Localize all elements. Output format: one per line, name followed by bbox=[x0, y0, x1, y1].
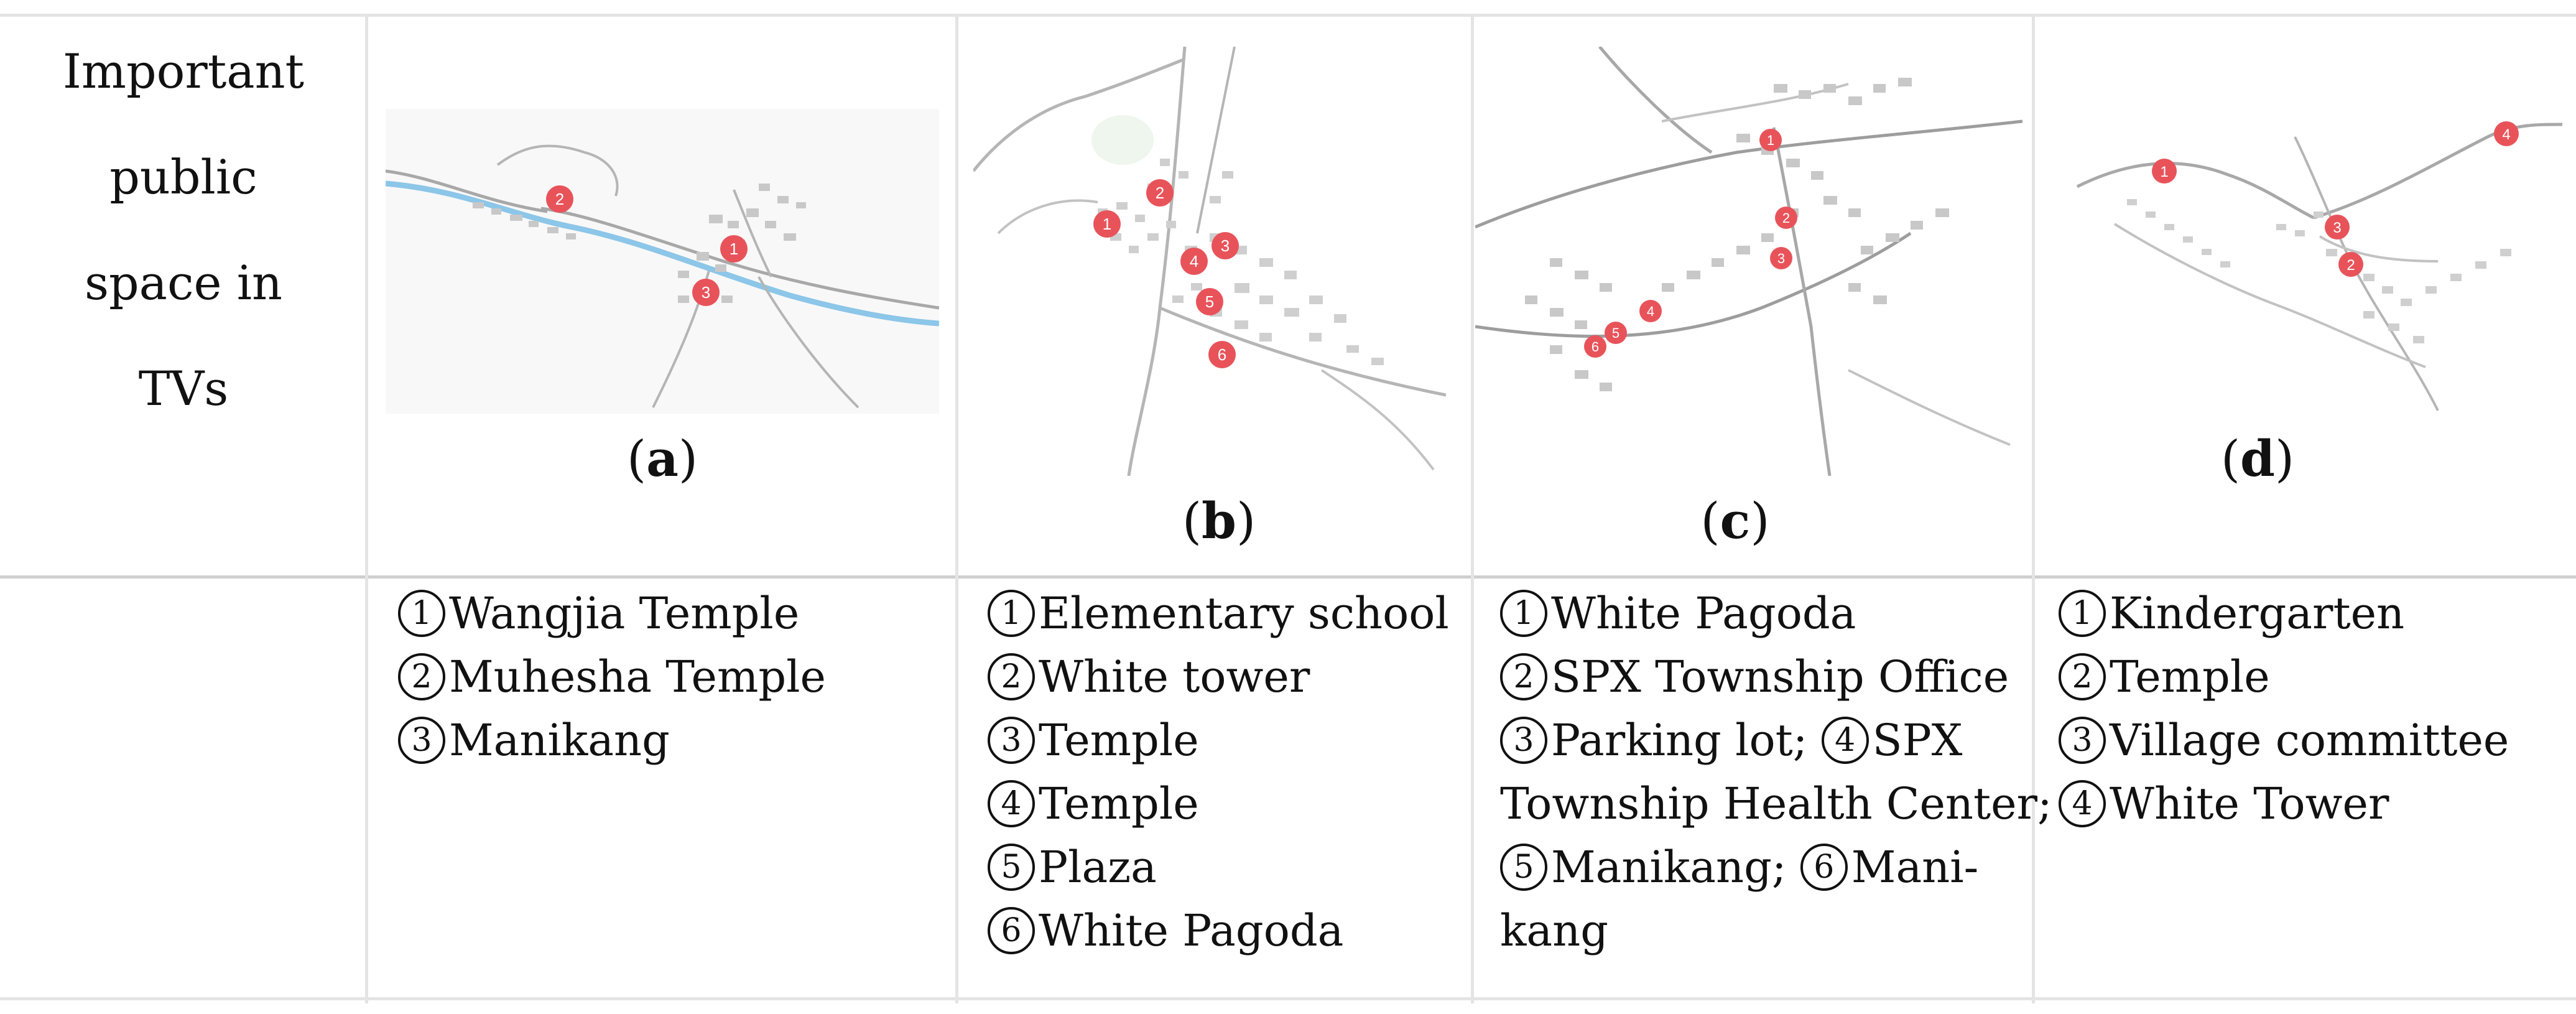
legend-text: Temple bbox=[1039, 778, 1199, 829]
map-background bbox=[386, 109, 939, 414]
caption-letter: a bbox=[646, 429, 679, 488]
map-panel-c bbox=[1475, 47, 2022, 476]
legend-text: SPX bbox=[1872, 715, 1963, 766]
marker-label: 4 bbox=[1646, 304, 1655, 319]
map-panel-a bbox=[386, 109, 939, 414]
legend-item bbox=[988, 709, 1449, 772]
circled-number: 4 bbox=[988, 780, 1035, 827]
circled-number: 2 bbox=[398, 653, 445, 700]
circled-number: 1 bbox=[1500, 590, 1547, 637]
legend-item bbox=[988, 835, 1449, 899]
marker-2 bbox=[2338, 252, 2363, 277]
legend-text: Elementary school bbox=[1039, 588, 1449, 639]
marker-5 bbox=[1605, 322, 1627, 344]
marker-label: 3 bbox=[1777, 251, 1786, 266]
circled-number: 6 bbox=[988, 907, 1035, 954]
marker-label: 4 bbox=[2502, 126, 2511, 143]
marker-label: 3 bbox=[1220, 236, 1230, 255]
table-bottom-border bbox=[0, 997, 2576, 1000]
marker-2 bbox=[1146, 179, 1174, 207]
legend-text: Wangjia Temple bbox=[449, 588, 800, 639]
column-divider-2 bbox=[955, 16, 958, 1003]
legend-item bbox=[398, 645, 826, 709]
legend-text: Manikang; bbox=[1551, 842, 1800, 893]
legend-item bbox=[988, 899, 1449, 962]
marker-label: 6 bbox=[1217, 345, 1227, 364]
legend-text: Parking lot; bbox=[1551, 715, 1822, 766]
circled-number: 3 bbox=[988, 717, 1035, 764]
circled-number: 1 bbox=[398, 590, 445, 637]
marker-6 bbox=[1208, 341, 1236, 368]
legend-item bbox=[1500, 835, 2052, 899]
circled-number: 6 bbox=[1800, 844, 1848, 891]
legend-text: White Tower bbox=[2110, 778, 2389, 829]
green-area bbox=[1091, 115, 1154, 165]
village-map-c bbox=[1475, 47, 2022, 476]
marker-4 bbox=[1180, 248, 1208, 275]
legend-item bbox=[2059, 709, 2509, 772]
table-top-border bbox=[0, 14, 2576, 17]
legend-text: Plaza bbox=[1039, 842, 1157, 893]
circled-number: 5 bbox=[988, 844, 1035, 891]
marker-2 bbox=[546, 185, 573, 213]
circled-number: 4 bbox=[2059, 780, 2106, 827]
legend-text: Manikang bbox=[449, 715, 670, 766]
row-header bbox=[0, 19, 367, 442]
legend-text: Kindergarten bbox=[2110, 588, 2405, 639]
legend-c bbox=[1500, 582, 2052, 962]
legend-text: White Pagoda bbox=[1551, 588, 1856, 639]
village-map-b bbox=[973, 47, 1446, 476]
row-header-line: TVs bbox=[138, 361, 229, 416]
marker-1 bbox=[2152, 159, 2177, 184]
circled-number: 1 bbox=[2059, 590, 2106, 637]
marker-label: 2 bbox=[1782, 210, 1791, 226]
legend-d bbox=[2059, 582, 2509, 835]
row-header-line: public bbox=[109, 149, 257, 205]
marker-label: 5 bbox=[1611, 325, 1620, 341]
legend-item bbox=[398, 709, 826, 772]
legend-a bbox=[398, 582, 826, 772]
legend-item bbox=[1500, 772, 2052, 835]
marker-label: 6 bbox=[1591, 339, 1600, 355]
caption-letter: b bbox=[1202, 491, 1236, 550]
marker-1 bbox=[1759, 129, 1782, 151]
marker-label: 4 bbox=[1189, 252, 1199, 271]
caption-d: (d) bbox=[2220, 429, 2295, 488]
marker-6 bbox=[1584, 335, 1606, 358]
marker-label: 3 bbox=[2333, 220, 2342, 236]
marker-4 bbox=[2494, 121, 2519, 146]
circled-number: 5 bbox=[1500, 844, 1547, 891]
village-map-d bbox=[2052, 100, 2562, 429]
legend-text: Village committee bbox=[2110, 715, 2509, 766]
marker-label: 1 bbox=[2160, 164, 2169, 180]
marker-3 bbox=[1212, 232, 1239, 259]
legend-text: Mani- bbox=[1851, 842, 1979, 893]
legend-text: Muhesha Temple bbox=[449, 651, 826, 702]
circled-number: 3 bbox=[2059, 717, 2106, 764]
village-map-a bbox=[386, 109, 939, 414]
circled-number: 1 bbox=[988, 590, 1035, 637]
circled-number: 4 bbox=[1822, 717, 1869, 764]
marker-label: 2 bbox=[1155, 184, 1165, 202]
map-panel-d bbox=[2052, 100, 2562, 429]
caption-letter: c bbox=[1720, 491, 1751, 550]
legend-item bbox=[398, 582, 826, 645]
marker-3 bbox=[2325, 215, 2350, 240]
legend-item bbox=[1500, 645, 2052, 709]
circled-number: 2 bbox=[988, 653, 1035, 700]
legend-item bbox=[2059, 582, 2509, 645]
map-panel-b bbox=[973, 47, 1446, 476]
marker-3 bbox=[692, 279, 720, 306]
marker-1 bbox=[720, 235, 748, 263]
marker-label: 5 bbox=[1205, 292, 1215, 311]
marker-label: 3 bbox=[701, 283, 711, 302]
circled-number: 3 bbox=[398, 717, 445, 764]
marker-label: 1 bbox=[729, 240, 739, 258]
marker-label: 1 bbox=[1102, 215, 1112, 233]
caption-c: (c) bbox=[1700, 491, 1770, 550]
caption-b: (b) bbox=[1182, 491, 1256, 550]
marker-label: 1 bbox=[1766, 133, 1775, 148]
marker-3 bbox=[1770, 247, 1792, 269]
caption-a: (a) bbox=[626, 429, 698, 488]
column-divider-3 bbox=[1471, 16, 1474, 1003]
legend-text: SPX Township Office bbox=[1551, 651, 2009, 702]
legend-item bbox=[988, 772, 1449, 835]
legend-item bbox=[1500, 582, 2052, 645]
marker-label: 2 bbox=[555, 190, 565, 208]
legend-text: Temple bbox=[2110, 651, 2270, 702]
circled-number: 3 bbox=[1500, 717, 1547, 764]
table-row-divider bbox=[0, 575, 2576, 579]
marker-label: 2 bbox=[2347, 257, 2355, 274]
legend-text: White tower bbox=[1039, 651, 1310, 702]
row-header-line: Important bbox=[62, 44, 305, 99]
circled-number: 2 bbox=[1500, 653, 1547, 700]
legend-text: kang bbox=[1500, 905, 1609, 956]
legend-b bbox=[988, 582, 1449, 962]
legend-text: White Pagoda bbox=[1039, 905, 1344, 956]
marker-5 bbox=[1196, 288, 1223, 315]
legend-item bbox=[1500, 709, 2052, 772]
legend-item bbox=[988, 645, 1449, 709]
legend-item bbox=[988, 582, 1449, 645]
legend-item bbox=[2059, 645, 2509, 709]
legend-text: Township Health Center; bbox=[1500, 778, 2052, 829]
marker-4 bbox=[1639, 300, 1662, 322]
caption-letter: d bbox=[2240, 429, 2275, 488]
circled-number: 2 bbox=[2059, 653, 2106, 700]
marker-1 bbox=[1093, 210, 1121, 238]
row-header-line: space in bbox=[85, 255, 282, 310]
legend-item bbox=[1500, 899, 2052, 962]
legend-item bbox=[2059, 772, 2509, 835]
marker-2 bbox=[1775, 207, 1797, 229]
legend-text: Temple bbox=[1039, 715, 1199, 766]
